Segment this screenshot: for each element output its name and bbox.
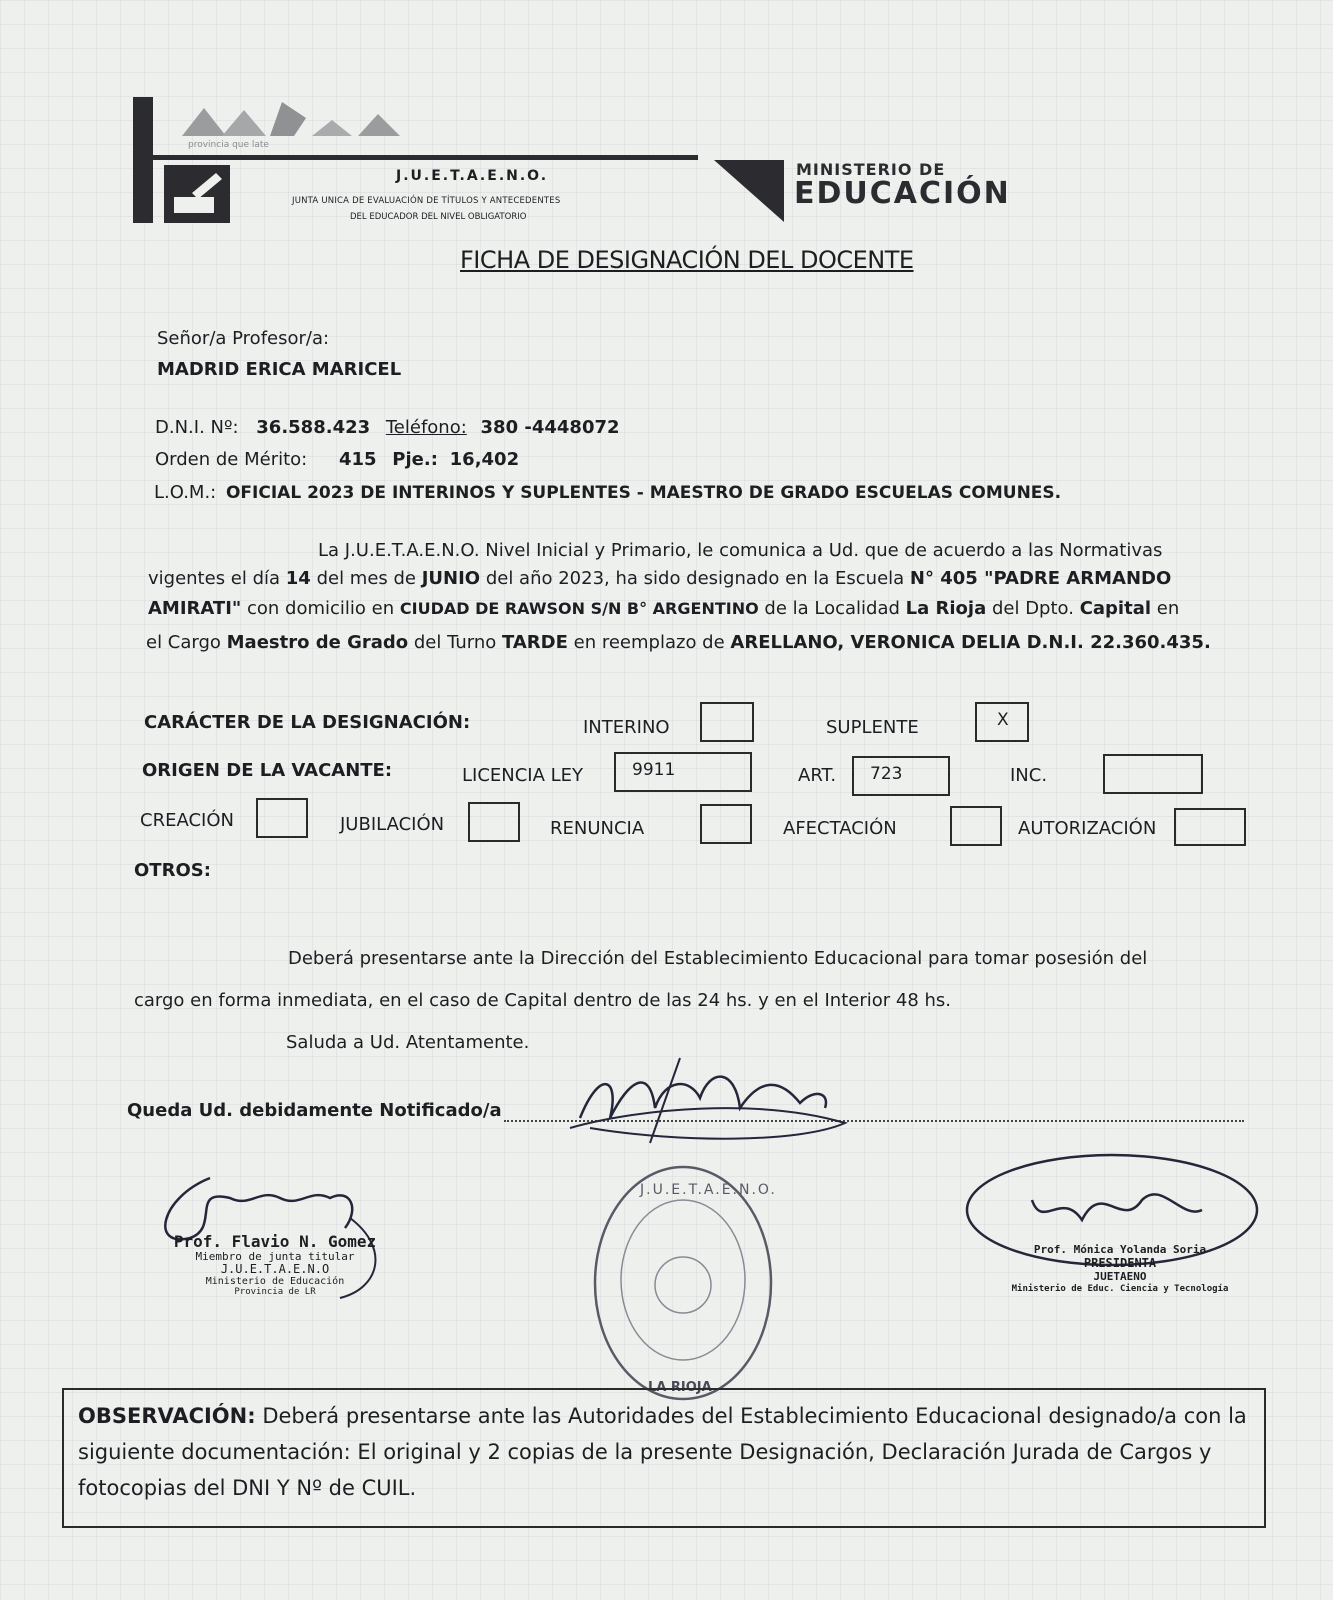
designation-day: 14 xyxy=(285,568,311,589)
left-signer-role: Miembro de junta titular xyxy=(195,1250,355,1263)
school-address: CIUDAD DE RAWSON S/N B° ARGENTINO xyxy=(399,599,759,618)
body-text: con domicilio en xyxy=(241,598,400,619)
body-text: del Dpto. xyxy=(986,598,1080,619)
left-signature-block xyxy=(160,1232,390,1297)
locality: La Rioja xyxy=(905,598,987,619)
body-text: en reemplazo de xyxy=(567,632,731,653)
right-signer-name: Prof. Mónica Yolanda Soria xyxy=(1033,1243,1207,1256)
origen-label: ORIGEN DE LA VACANTE: xyxy=(142,760,393,781)
pje-label: Pje.: xyxy=(392,449,438,470)
school-name-end: AMIRATI" xyxy=(148,598,242,619)
suplente-checkbox[interactable]: X xyxy=(975,702,1029,742)
observacion-label: OBSERVACIÓN: xyxy=(78,1404,256,1428)
closing-line-2: cargo en forma inmediata, en el caso de Capital dentro de las 24 hs. y en el Interior 48 hs. xyxy=(134,990,952,1011)
body-line-3 xyxy=(148,598,1179,619)
logo-frame-vertical xyxy=(133,97,153,223)
right-signer-role: PRESIDENTA xyxy=(1083,1256,1157,1270)
seal-bottom-text: LA RIOJA xyxy=(648,1380,712,1395)
right-signer-min: Ministerio de Educ. Ciencia y Tecnología xyxy=(1011,1284,1229,1294)
observacion-text: Deberá presentarse ante las Autoridades del Establecimiento Educacional designado/a con la siguiente documentación: El original y 2 copias de la presente Designación, Declaración Jurada de Cargos y fotocopias del DNI Y Nº de CUIL. xyxy=(78,1404,1247,1500)
body-line-1: La J.U.E.T.A.E.N.O. Nivel Inicial y Primario, le comunica a Ud. que de acuerdo a las Normativas xyxy=(318,540,1163,561)
dni-value: 36.588.423 xyxy=(256,417,371,438)
body-text: de la Localidad xyxy=(758,598,906,619)
renuncia-checkbox[interactable] xyxy=(700,804,752,844)
juetaeno-icon xyxy=(164,165,230,223)
left-signer-prov: Provincia de LR xyxy=(234,1287,316,1297)
closing-line-1: Deberá presentarse ante la Dirección del Establecimiento Educacional para tomar posesión del xyxy=(288,948,1148,969)
teacher-signature xyxy=(560,1048,860,1158)
school-name: N° 405 "PADRE ARMANDO xyxy=(909,568,1172,589)
left-signer-min: Ministerio de Educación xyxy=(205,1276,345,1287)
phone-value: 380 -4448072 xyxy=(480,417,620,438)
body-line-4 xyxy=(146,632,1211,653)
phone-label: Teléfono: xyxy=(385,417,467,438)
body-line-2 xyxy=(148,568,1171,589)
lom-value: OFICIAL 2023 DE INTERINOS Y SUPLENTES - MAESTRO DE GRADO ESCUELAS COMUNES. xyxy=(225,483,1062,503)
autorizacion-checkbox[interactable] xyxy=(1174,808,1246,846)
seal-top-text: J.U.E.T.A.E.N.O. xyxy=(640,1182,777,1198)
jubilacion-checkbox[interactable] xyxy=(468,802,520,842)
juetaeno-desc-2: DEL EDUCADOR DEL NIVEL OBLIGATORIO xyxy=(350,212,527,222)
inc-field[interactable] xyxy=(1103,754,1203,794)
left-signer-name: Prof. Flavio N. Gomez xyxy=(173,1232,377,1251)
dni-label: D.N.I. Nº: xyxy=(155,417,239,438)
right-signer-org: JUETAENO xyxy=(1093,1270,1147,1283)
licencia-field[interactable]: 9911 xyxy=(614,752,752,792)
merit-label: Orden de Mérito: xyxy=(155,449,308,470)
replacement: ARELLANO, VERONICA DELIA D.N.I. 22.360.435. xyxy=(730,632,1211,653)
autorizacion-label: AUTORIZACIÓN xyxy=(1018,818,1157,839)
merit-line xyxy=(155,449,519,470)
art-label: ART. xyxy=(798,765,837,786)
body-text: el Cargo xyxy=(146,632,227,653)
pje-value: 16,402 xyxy=(449,449,520,470)
right-signature-block xyxy=(1000,1243,1240,1295)
ministerio-small: MINISTERIO DE xyxy=(796,160,946,179)
body-text: del mes de xyxy=(310,568,422,589)
creacion-checkbox[interactable] xyxy=(256,798,308,838)
cargo: Maestro de Grado xyxy=(226,632,409,653)
notified-label: Queda Ud. debidamente Notificado/a xyxy=(127,1100,502,1121)
turno: TARDE xyxy=(502,632,568,653)
saluda: Saluda a Ud. Atentamente. xyxy=(286,1032,530,1053)
dni-line xyxy=(155,417,620,438)
caracter-label: CARÁCTER DE LA DESIGNACIÓN: xyxy=(144,712,471,733)
otros-label: OTROS: xyxy=(134,860,211,881)
observacion-box xyxy=(62,1388,1266,1528)
lom-label: L.O.M.: xyxy=(154,482,217,503)
interino-checkbox[interactable] xyxy=(700,702,754,742)
lom-line xyxy=(154,482,1061,503)
afectacion-label: AFECTACIÓN xyxy=(783,818,897,839)
renuncia-label: RENUNCIA xyxy=(550,818,645,839)
salutation: Señor/a Profesor/a: xyxy=(157,328,330,349)
ministerio-big: EDUCACIÓN xyxy=(794,176,1011,211)
body-text: en xyxy=(1151,598,1180,619)
body-text: vigentes el día xyxy=(148,568,286,589)
interino-label: INTERINO xyxy=(583,717,670,738)
juetaeno-title: J.U.E.T.A.E.N.O. xyxy=(396,168,549,184)
recipient-name: MADRID ERICA MARICEL xyxy=(157,359,402,380)
ministerio-logo xyxy=(714,160,784,224)
inc-label: INC. xyxy=(1010,765,1048,786)
body-text: del Turno xyxy=(408,632,502,653)
designation-month: JUNIO xyxy=(421,568,481,589)
department: Capital xyxy=(1079,598,1152,619)
licencia-label: LICENCIA LEY xyxy=(462,765,584,786)
art-field[interactable]: 723 xyxy=(852,756,950,796)
creacion-label: CREACIÓN xyxy=(140,810,234,831)
page-title: FICHA DE DESIGNACIÓN DEL DOCENTE xyxy=(460,246,914,274)
province-logo-sub: provincia que late xyxy=(188,140,269,150)
juetaeno-desc-1: JUNTA UNICA DE EVALUACIÓN DE TÍTULOS Y ANTECEDENTES xyxy=(292,196,561,206)
left-signer-org: J.U.E.T.A.E.N.O xyxy=(220,1262,330,1276)
afectacion-checkbox[interactable] xyxy=(950,806,1002,846)
suplente-label: SUPLENTE xyxy=(826,717,919,738)
logo-frame-horizontal xyxy=(133,155,698,160)
merit-value: 415 xyxy=(338,449,377,470)
jubilacion-label: JUBILACIÓN xyxy=(340,814,445,835)
body-text: del año 2023, ha sido designado en la Escuela xyxy=(480,568,910,589)
